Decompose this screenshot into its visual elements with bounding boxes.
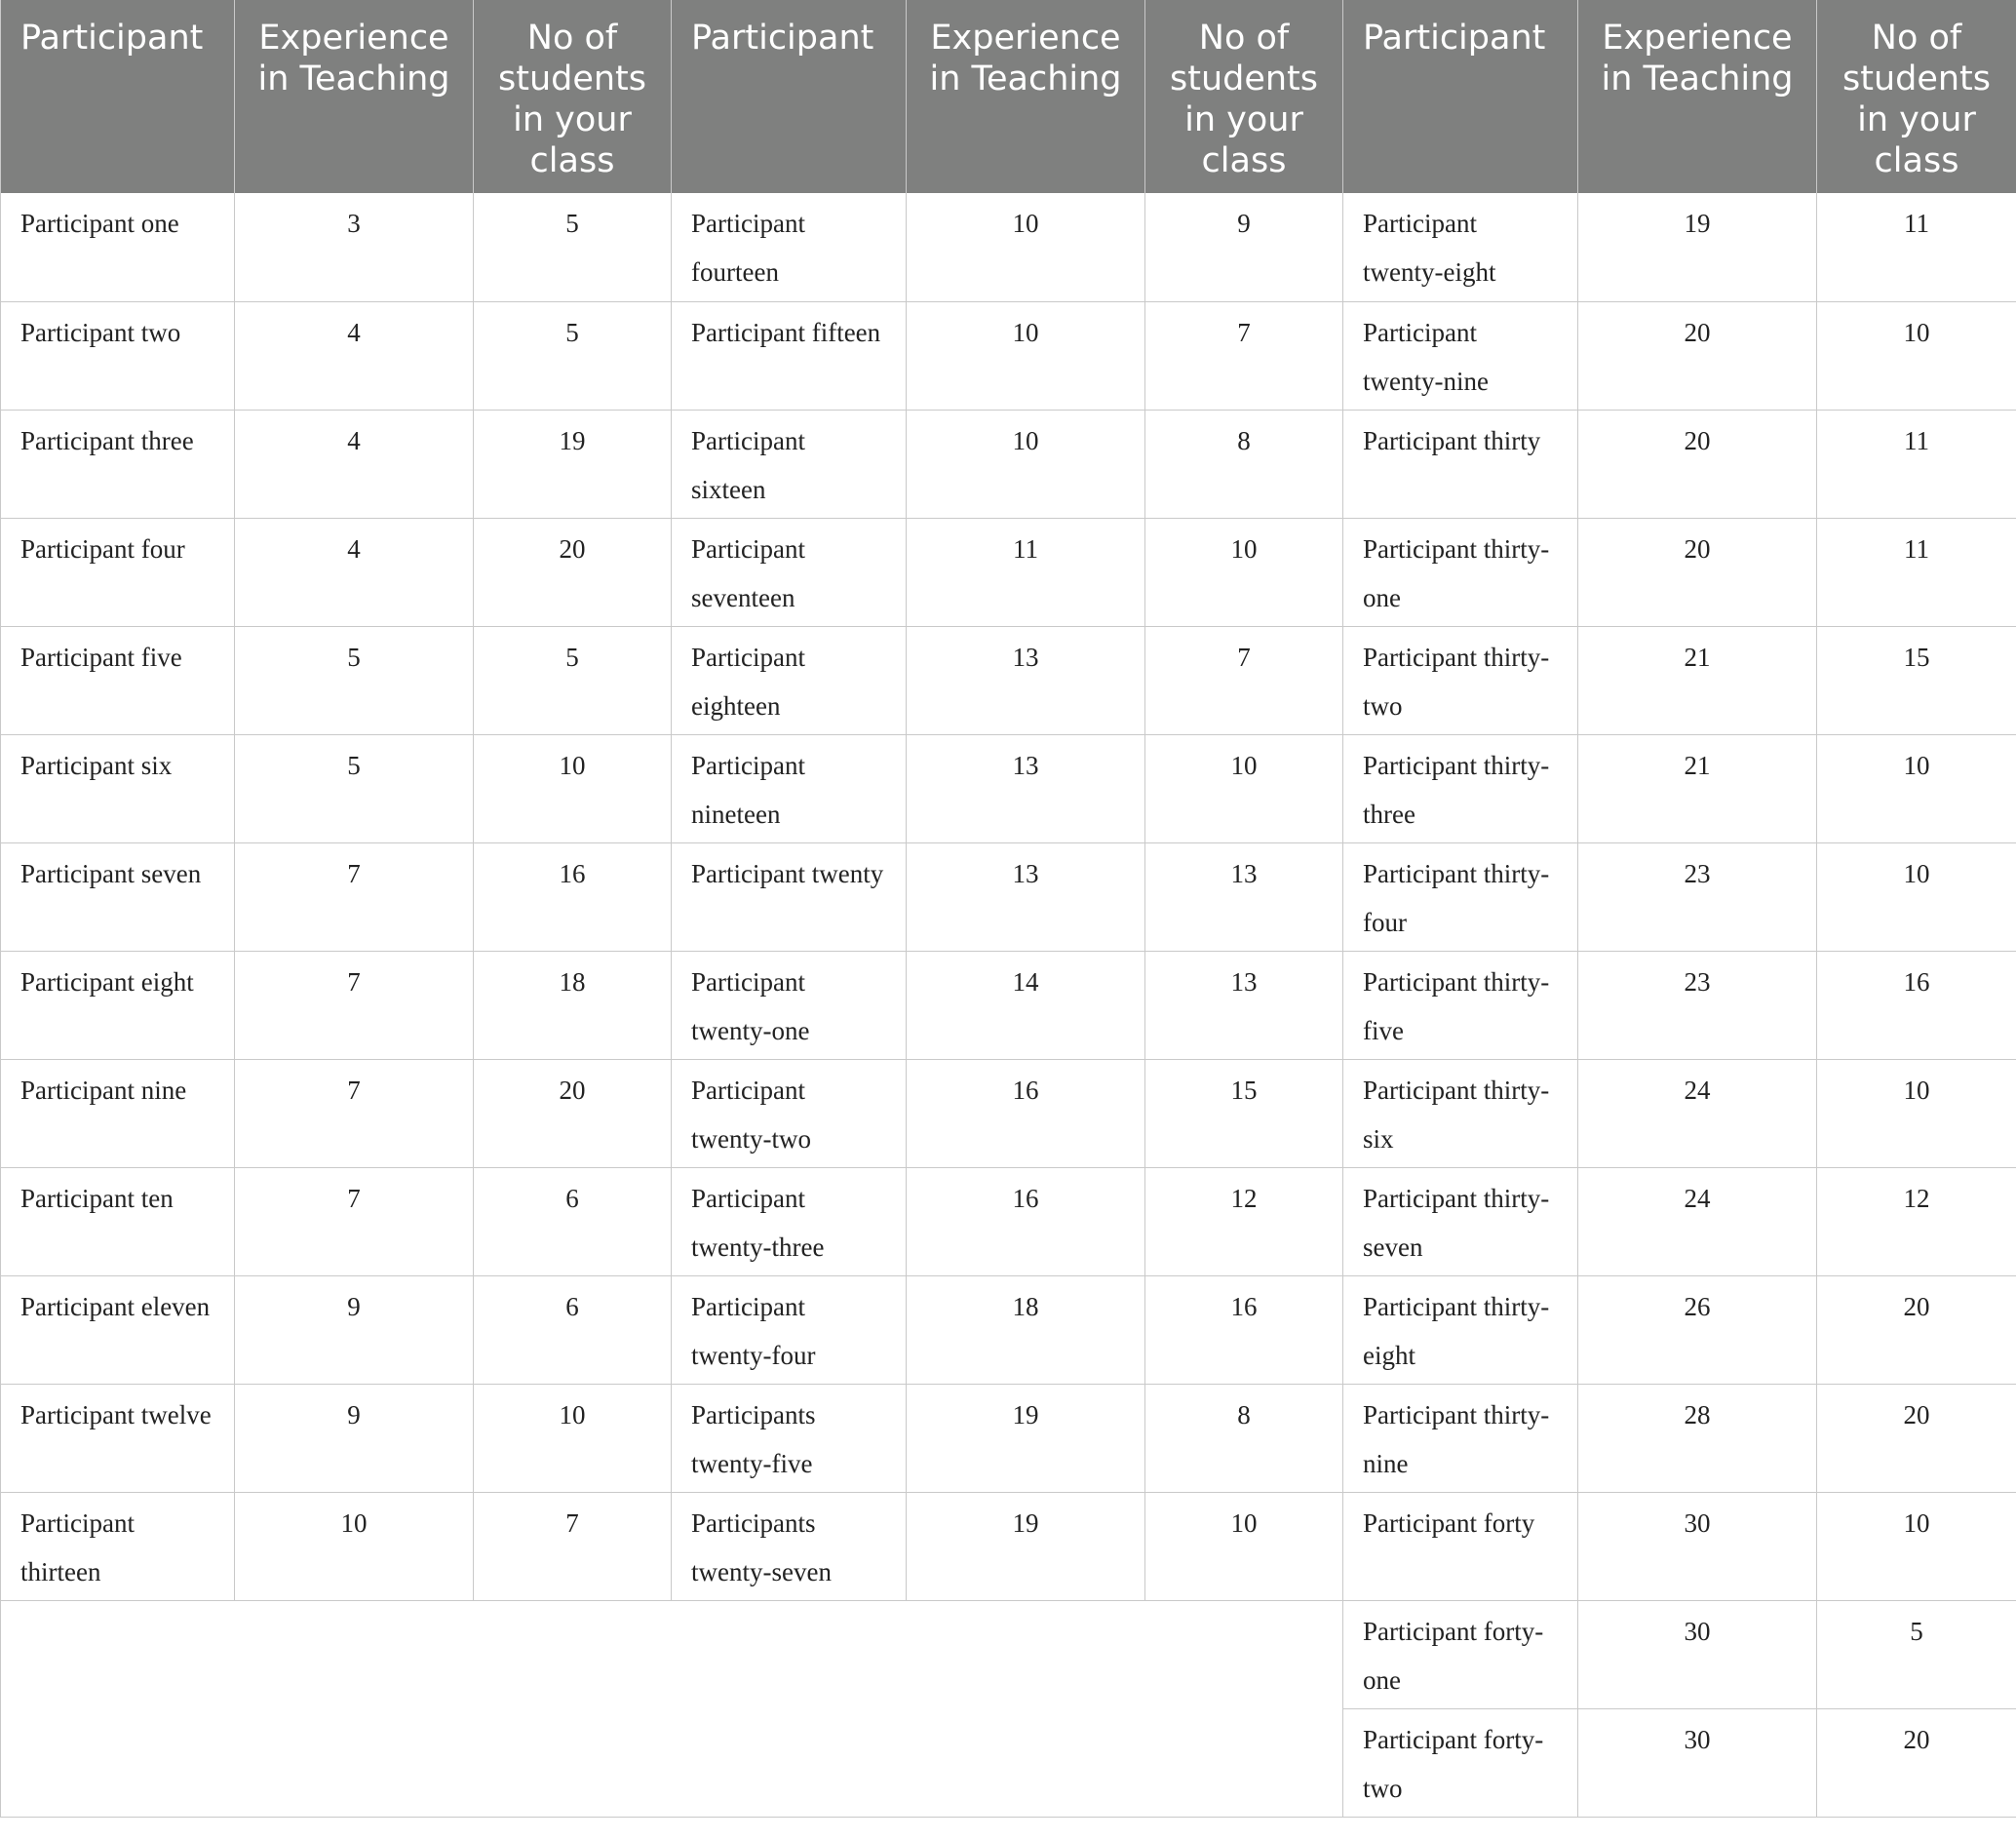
- header-row: [1, 0, 2016, 193]
- experience-cell: 30: [1578, 1708, 1817, 1817]
- participant-name-cell: Participant twelve: [1, 1384, 235, 1492]
- students-cell: 10: [1817, 1059, 2016, 1167]
- table-row: [1, 1384, 2016, 1492]
- students-cell: 10: [1817, 734, 2016, 842]
- students-cell: 15: [1817, 626, 2016, 734]
- header-experience-3: Experience in Teaching: [1578, 0, 1817, 193]
- participant-name-cell: Participant seven: [1, 842, 235, 951]
- experience-cell: 11: [907, 518, 1145, 626]
- participant-name-cell: Participant thirty-seven: [1343, 1167, 1578, 1275]
- experience-cell: 19: [1578, 193, 1817, 301]
- participant-name-cell: Participant thirty: [1343, 410, 1578, 518]
- table-row: [1, 301, 2016, 410]
- experience-cell: 28: [1578, 1384, 1817, 1492]
- table-row: [1, 626, 2016, 734]
- experience-cell: 10: [907, 410, 1145, 518]
- participant-name-cell: Participant forty-one: [1343, 1600, 1578, 1708]
- table-row: [1, 951, 2016, 1059]
- participant-name-cell: Participants twenty-five: [672, 1384, 907, 1492]
- table-row: [1, 410, 2016, 518]
- experience-cell: 20: [1578, 518, 1817, 626]
- participant-name-cell: Participant four: [1, 518, 235, 626]
- experience-cell: 23: [1578, 842, 1817, 951]
- participant-name-cell: Participant one: [1, 193, 235, 301]
- students-cell: 12: [1817, 1167, 2016, 1275]
- participant-name-cell: Participant nineteen: [672, 734, 907, 842]
- table-row: [1, 734, 2016, 842]
- experience-cell: 21: [1578, 734, 1817, 842]
- participant-name-cell: Participant thirty-six: [1343, 1059, 1578, 1167]
- students-cell: 9: [1145, 193, 1343, 301]
- experience-cell: 10: [907, 301, 1145, 410]
- participant-name-cell: Participant eleven: [1, 1275, 235, 1384]
- students-cell: 20: [474, 1059, 672, 1167]
- students-cell: 7: [1145, 626, 1343, 734]
- participant-name-cell: Participant twenty: [672, 842, 907, 951]
- students-cell: 13: [1145, 951, 1343, 1059]
- participant-name-cell: Participant twenty-nine: [1343, 301, 1578, 410]
- students-cell: 6: [474, 1275, 672, 1384]
- participant-name-cell: Participant twenty-two: [672, 1059, 907, 1167]
- header-participant-3: Participant: [1343, 0, 1578, 193]
- experience-cell: 19: [907, 1492, 1145, 1600]
- experience-cell: 20: [1578, 301, 1817, 410]
- participant-name-cell: Participant thirty-two: [1343, 626, 1578, 734]
- experience-cell: 20: [1578, 410, 1817, 518]
- students-cell: 10: [474, 1384, 672, 1492]
- experience-cell: 10: [907, 193, 1145, 301]
- participant-name-cell: Participant sixteen: [672, 410, 907, 518]
- students-cell: 11: [1817, 518, 2016, 626]
- experience-cell: 10: [235, 1492, 474, 1600]
- header-participant-2: Participant: [672, 0, 907, 193]
- participant-name-cell: Participant fifteen: [672, 301, 907, 410]
- table-row: [1, 518, 2016, 626]
- students-cell: 5: [474, 301, 672, 410]
- students-cell: 18: [474, 951, 672, 1059]
- participant-name-cell: Participant six: [1, 734, 235, 842]
- header-participant-1: Participant: [1, 0, 235, 193]
- students-cell: 20: [1817, 1708, 2016, 1817]
- students-cell: 10: [474, 734, 672, 842]
- participant-name-cell: Participant thirty-four: [1343, 842, 1578, 951]
- participant-name-cell: Participant thirteen: [1, 1492, 235, 1600]
- participant-name-cell: Participant eighteen: [672, 626, 907, 734]
- participant-name-cell: Participant thirty-three: [1343, 734, 1578, 842]
- students-cell: 19: [474, 410, 672, 518]
- students-cell: 10: [1817, 1492, 2016, 1600]
- experience-cell: 4: [235, 518, 474, 626]
- students-cell: 8: [1145, 410, 1343, 518]
- participant-name-cell: Participant seventeen: [672, 518, 907, 626]
- students-cell: 12: [1145, 1167, 1343, 1275]
- table-row: [1, 1167, 2016, 1275]
- participant-name-cell: Participant nine: [1, 1059, 235, 1167]
- students-cell: 11: [1817, 193, 2016, 301]
- participant-name-cell: Participant five: [1, 626, 235, 734]
- students-cell: 13: [1145, 842, 1343, 951]
- students-cell: 20: [474, 518, 672, 626]
- students-cell: 10: [1817, 842, 2016, 951]
- students-cell: 10: [1145, 518, 1343, 626]
- students-cell: 8: [1145, 1384, 1343, 1492]
- table-header: [1, 0, 2016, 193]
- participant-name-cell: Participant thirty-nine: [1343, 1384, 1578, 1492]
- header-students-1: No of students in your class: [474, 0, 672, 193]
- participant-name-cell: Participant twenty-three: [672, 1167, 907, 1275]
- experience-cell: 3: [235, 193, 474, 301]
- experience-cell: 24: [1578, 1167, 1817, 1275]
- header-students-2: No of students in your class: [1145, 0, 1343, 193]
- experience-cell: 26: [1578, 1275, 1817, 1384]
- experience-cell: 5: [235, 734, 474, 842]
- experience-cell: 13: [907, 626, 1145, 734]
- empty-cell: [1, 1600, 1343, 1817]
- table-row: [1, 193, 2016, 301]
- table-body: [1, 193, 2016, 1817]
- experience-cell: 23: [1578, 951, 1817, 1059]
- experience-cell: 19: [907, 1384, 1145, 1492]
- participant-name-cell: Participant two: [1, 301, 235, 410]
- experience-cell: 30: [1578, 1492, 1817, 1600]
- students-cell: 7: [474, 1492, 672, 1600]
- students-cell: 16: [474, 842, 672, 951]
- students-cell: 10: [1145, 1492, 1343, 1600]
- experience-cell: 13: [907, 734, 1145, 842]
- experience-cell: 7: [235, 842, 474, 951]
- students-cell: 10: [1145, 734, 1343, 842]
- experience-cell: 4: [235, 410, 474, 518]
- students-cell: 5: [474, 193, 672, 301]
- experience-cell: 7: [235, 951, 474, 1059]
- participant-name-cell: Participant thirty-one: [1343, 518, 1578, 626]
- experience-cell: 7: [235, 1059, 474, 1167]
- header-experience-2: Experience in Teaching: [907, 0, 1145, 193]
- table-row: [1, 842, 2016, 951]
- participant-name-cell: Participant twenty-four: [672, 1275, 907, 1384]
- students-cell: 16: [1817, 951, 2016, 1059]
- participant-name-cell: Participant forty: [1343, 1492, 1578, 1600]
- table-row: [1, 1600, 2016, 1708]
- students-cell: 15: [1145, 1059, 1343, 1167]
- experience-cell: 4: [235, 301, 474, 410]
- students-cell: 16: [1145, 1275, 1343, 1384]
- students-cell: 20: [1817, 1384, 2016, 1492]
- participant-name-cell: Participant twenty-one: [672, 951, 907, 1059]
- students-cell: 7: [1145, 301, 1343, 410]
- students-cell: 6: [474, 1167, 672, 1275]
- experience-cell: 14: [907, 951, 1145, 1059]
- experience-cell: 24: [1578, 1059, 1817, 1167]
- participant-name-cell: Participant thirty-eight: [1343, 1275, 1578, 1384]
- students-cell: 20: [1817, 1275, 2016, 1384]
- participant-name-cell: Participant twenty-eight: [1343, 193, 1578, 301]
- experience-cell: 30: [1578, 1600, 1817, 1708]
- table-row: [1, 1059, 2016, 1167]
- students-cell: 5: [474, 626, 672, 734]
- experience-cell: 9: [235, 1384, 474, 1492]
- participant-name-cell: Participant forty-two: [1343, 1708, 1578, 1817]
- experience-cell: 21: [1578, 626, 1817, 734]
- experience-cell: 5: [235, 626, 474, 734]
- experience-cell: 9: [235, 1275, 474, 1384]
- students-cell: 5: [1817, 1600, 2016, 1708]
- table-row: [1, 1275, 2016, 1384]
- header-experience-1: Experience in Teaching: [235, 0, 474, 193]
- experience-cell: 16: [907, 1167, 1145, 1275]
- participant-name-cell: Participant fourteen: [672, 193, 907, 301]
- experience-cell: 18: [907, 1275, 1145, 1384]
- students-cell: 10: [1817, 301, 2016, 410]
- students-cell: 11: [1817, 410, 2016, 518]
- experience-cell: 7: [235, 1167, 474, 1275]
- participant-name-cell: Participant three: [1, 410, 235, 518]
- participant-name-cell: Participants twenty-seven: [672, 1492, 907, 1600]
- header-students-3: No of students in your class: [1817, 0, 2016, 193]
- participant-name-cell: Participant thirty-five: [1343, 951, 1578, 1059]
- experience-cell: 13: [907, 842, 1145, 951]
- participant-name-cell: Participant ten: [1, 1167, 235, 1275]
- experience-cell: 16: [907, 1059, 1145, 1167]
- participant-name-cell: Participant eight: [1, 951, 235, 1059]
- table-row: [1, 1492, 2016, 1600]
